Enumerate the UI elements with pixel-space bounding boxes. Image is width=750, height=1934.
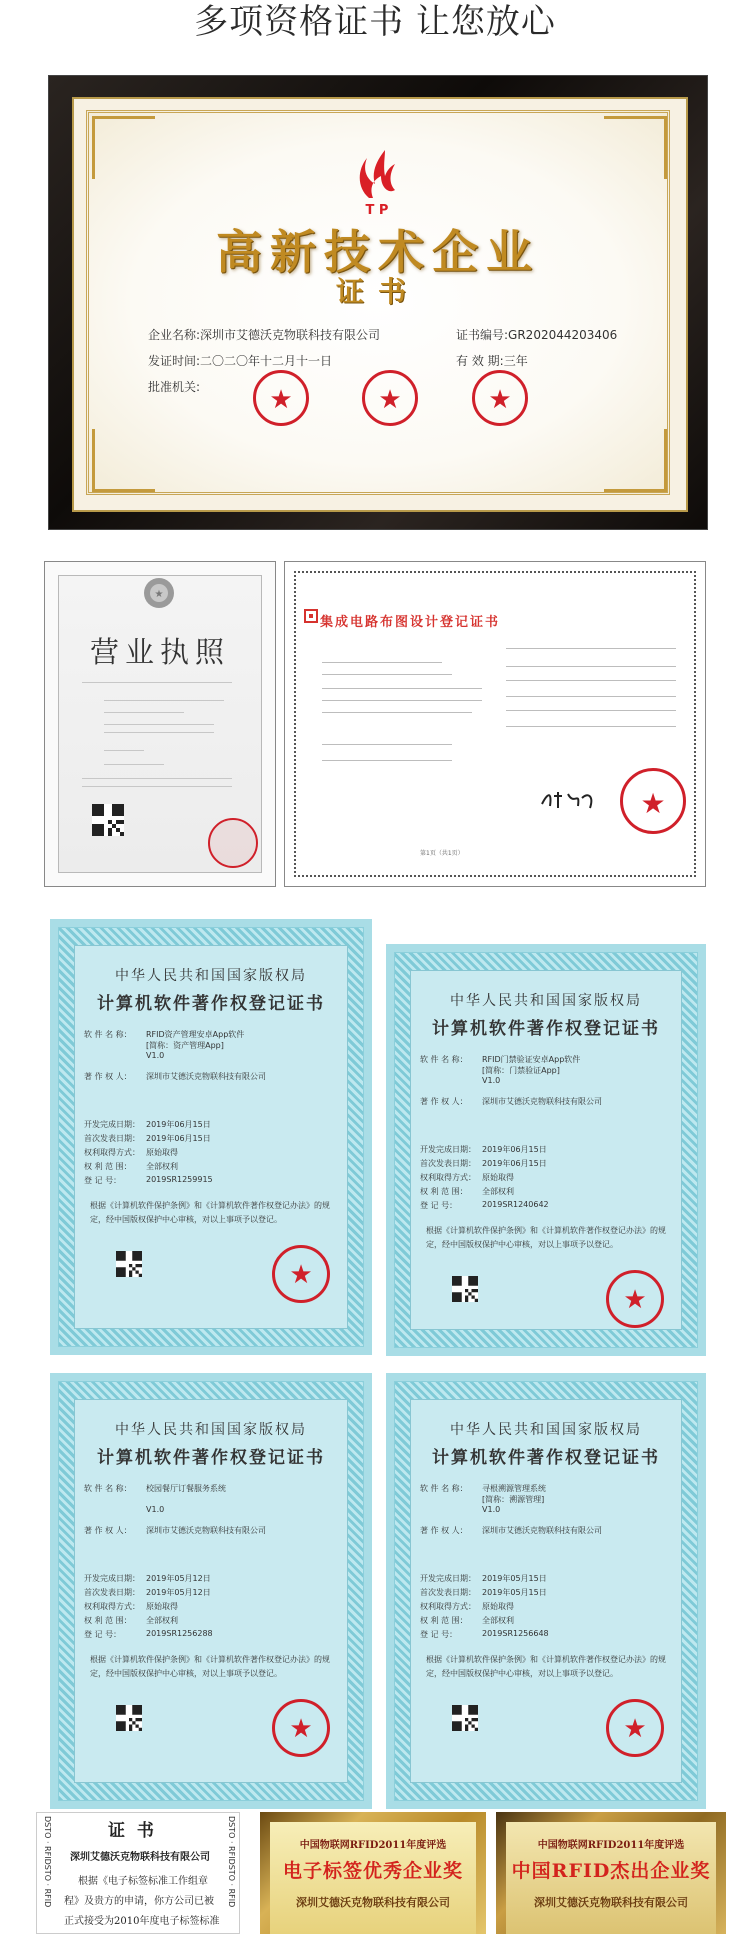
- acquire-value: 原始取得: [482, 1602, 514, 1611]
- software-name-value: 校园餐厅订餐服务系统: [146, 1484, 226, 1493]
- red-seal-3: [472, 370, 528, 426]
- seal-star-icon: ★: [378, 385, 402, 415]
- reg-no-value: 2019SR1256648: [482, 1629, 549, 1638]
- scope-value: 全部权利: [146, 1162, 178, 1171]
- license-text-line: [104, 724, 214, 725]
- software-name-value: RFID门禁验证安卓App软件: [482, 1055, 581, 1064]
- software-short-name: [简称：门禁验证App]: [482, 1066, 560, 1075]
- acquire-value: 原始取得: [146, 1602, 178, 1611]
- scope-label: 权 利 范 围：: [420, 1616, 468, 1625]
- owner-label: 著 作 权 人：: [84, 1526, 132, 1535]
- dev-done-value: 2019年06月15日: [482, 1145, 547, 1154]
- first-pub-label: 首次发表日期：: [84, 1134, 140, 1143]
- ic-certificate-title: 集成电路布图设计登记证书: [320, 615, 501, 630]
- ic-text-line: [322, 700, 482, 701]
- license-title: 营业执照: [89, 635, 230, 669]
- award-2-title: 中国RFID杰出企业奖: [511, 1860, 711, 1882]
- software-name-label: 软 件 名 称：: [84, 1030, 132, 1039]
- ornament-corner-tr: [604, 116, 667, 179]
- reg-no-label: 登 记 号：: [420, 1630, 458, 1639]
- software-version: V1.0: [146, 1051, 165, 1060]
- dev-done-value: 2019年05月15日: [482, 1574, 547, 1583]
- ic-text-line: [322, 712, 472, 713]
- license-text-line: [82, 682, 232, 683]
- owner-label: 著 作 权 人：: [420, 1526, 468, 1535]
- red-seal-1: [253, 370, 309, 426]
- membership-side-text-right: DSTO · RFIDSTO · RFID: [227, 1816, 236, 1908]
- ornament-corner-bl: [92, 429, 155, 492]
- ic-text-line: [506, 680, 676, 681]
- seal-star-icon: ★: [269, 385, 293, 415]
- reg-no-value: 2019SR1240642: [482, 1200, 549, 1209]
- software-cert-issuer: 中华人民共和国国家版权局: [115, 1422, 307, 1438]
- award-2-company: 深圳艾德沃克物联科技有限公司: [534, 1896, 688, 1909]
- software-version: V1.0: [482, 1076, 501, 1085]
- ic-text-line: [322, 760, 452, 761]
- qr-code-icon: [452, 1705, 478, 1731]
- membership-side-text-left: DSTO · RFIDSTO · RFID: [43, 1816, 52, 1908]
- first-pub-value: 2019年06月15日: [482, 1159, 547, 1168]
- company-name-field: [148, 326, 380, 343]
- scope-label: 权 利 范 围：: [420, 1187, 468, 1196]
- validity-field: [456, 352, 528, 369]
- acquire-value: 原始取得: [146, 1148, 178, 1157]
- qr-code-icon: [452, 1276, 478, 1302]
- ornament-corner-tl: [92, 116, 155, 179]
- software-cert-title: 计算机软件著作权登记证书: [432, 1448, 660, 1468]
- reg-no-value: 2019SR1256288: [146, 1629, 213, 1638]
- software-cert-red-seal: [272, 1699, 330, 1757]
- dev-done-label: 开发完成日期：: [420, 1145, 476, 1154]
- first-pub-label: 首次发表日期：: [84, 1588, 140, 1597]
- reg-no-label: 登 记 号：: [84, 1176, 122, 1185]
- dev-done-label: 开发完成日期：: [84, 1574, 140, 1583]
- company-name-label: 企业名称:: [148, 328, 201, 342]
- ic-text-line: [322, 674, 452, 675]
- ic-text-line: [506, 696, 676, 697]
- issue-date-value: 二〇二〇年十二月十一日: [200, 354, 333, 368]
- membership-cert-company: 深圳艾德沃克物联科技有限公司: [70, 1852, 210, 1863]
- national-emblem-icon: [140, 576, 178, 610]
- acquire-label: 权利取得方式：: [420, 1173, 476, 1182]
- acquire-label: 权利取得方式：: [420, 1602, 476, 1611]
- software-cert-title: 计算机软件著作权登记证书: [97, 994, 325, 1014]
- reg-no-label: 登 记 号：: [420, 1201, 458, 1210]
- software-cert-red-seal: [272, 1245, 330, 1303]
- owner-value: 深圳市艾德沃克物联科技有限公司: [146, 1526, 266, 1535]
- software-cert-title: 计算机软件著作权登记证书: [432, 1019, 660, 1039]
- reg-no-value: 2019SR1259915: [146, 1175, 213, 1184]
- award-2-header: 中国物联网RFID2011年度评选: [537, 1840, 685, 1851]
- first-pub-label: 首次发表日期：: [420, 1588, 476, 1597]
- company-name-value: 深圳市艾德沃克物联科技有限公司: [200, 328, 381, 342]
- red-seal-2: [362, 370, 418, 426]
- acquire-value: 原始取得: [482, 1173, 514, 1182]
- seal-star-icon: ★: [640, 787, 666, 820]
- software-cert-red-seal: [606, 1270, 664, 1328]
- signature-icon: [538, 788, 598, 812]
- dev-done-value: 2019年05月12日: [146, 1574, 211, 1583]
- membership-cert-body-1: 根据《电子标签标准工作组章: [78, 1876, 208, 1887]
- membership-cert-body-3: 正式接受为2010年度电子标签标准: [64, 1916, 220, 1927]
- seal-star-icon: ★: [623, 1714, 647, 1744]
- ic-text-line: [506, 710, 676, 711]
- approver-label: 批准机关:: [148, 380, 201, 394]
- scope-value: 全部权利: [146, 1616, 178, 1625]
- ic-logo-icon: [304, 609, 318, 623]
- license-text-line: [104, 712, 184, 713]
- owner-value: 深圳市艾德沃克物联科技有限公司: [482, 1097, 602, 1106]
- svg-text:★: ★: [154, 589, 164, 600]
- ornament-corner-br: [604, 429, 667, 492]
- membership-cert-body-2: 程》及贵方的申请，你方公司已被: [64, 1896, 214, 1907]
- ic-text-line: [322, 662, 442, 663]
- issue-date-label: 发证时间:: [148, 354, 201, 368]
- hitech-emblem-icon: [351, 148, 403, 218]
- license-text-line: [82, 786, 232, 787]
- ic-text-line: [506, 648, 676, 649]
- software-cert-footer: 根据《计算机软件保护条例》和《计算机软件著作权登记办法》的规定，经中国版权保护中心审核，对以上事项予以登记。: [426, 1655, 666, 1678]
- dev-done-label: 开发完成日期：: [84, 1120, 140, 1129]
- license-text-line: [104, 732, 214, 733]
- qr-code-icon: [116, 1705, 142, 1731]
- dev-done-label: 开发完成日期：: [420, 1574, 476, 1583]
- software-short-name: [简称：资产管理App]: [146, 1041, 224, 1050]
- software-cert-footer: 根据《计算机软件保护条例》和《计算机软件著作权登记办法》的规定，经中国版权保护中心审核，对以上事项予以登记。: [90, 1655, 330, 1678]
- membership-cert-title: 证 书: [108, 1821, 157, 1841]
- software-cert-issuer: 中华人民共和国国家版权局: [115, 968, 307, 984]
- software-version: V1.0: [482, 1505, 501, 1514]
- seal-star-icon: ★: [623, 1285, 647, 1315]
- qr-code-icon: [116, 1251, 142, 1277]
- software-cert-footer: 根据《计算机软件保护条例》和《计算机软件著作权登记办法》的规定，经中国版权保护中心审核，对以上事项予以登记。: [426, 1226, 666, 1249]
- license-text-line: [82, 778, 232, 779]
- license-red-seal: [208, 818, 258, 868]
- seal-star-icon: ★: [289, 1714, 313, 1744]
- ic-text-line: [506, 666, 676, 667]
- page-heading: 多项资格证书 让您放心: [194, 2, 556, 42]
- validity-value: 三年: [503, 354, 528, 368]
- dev-done-value: 2019年06月15日: [146, 1120, 211, 1129]
- hitech-title: 高新技术企业: [216, 225, 540, 279]
- owner-value: 深圳市艾德沃克物联科技有限公司: [146, 1072, 266, 1081]
- owner-label: 著 作 权 人：: [420, 1097, 468, 1106]
- software-cert-footer: 根据《计算机软件保护条例》和《计算机软件著作权登记办法》的规定，经中国版权保护中心审核，对以上事项予以登记。: [90, 1201, 330, 1224]
- license-text-line: [104, 750, 144, 751]
- software-name-value: RFID资产管理安卓App软件: [146, 1030, 245, 1039]
- software-name-label: 软 件 名 称：: [84, 1484, 132, 1493]
- first-pub-value: 2019年06月15日: [146, 1134, 211, 1143]
- first-pub-value: 2019年05月12日: [146, 1588, 211, 1597]
- hitech-subtitle: 证书: [335, 275, 420, 308]
- ic-text-line: [506, 726, 676, 727]
- license-text-line: [104, 700, 224, 701]
- ic-red-seal: [620, 768, 686, 834]
- software-short-name: [简称：溯源管理]: [482, 1495, 545, 1504]
- software-name-value: 寻根溯源管理系统: [482, 1484, 546, 1493]
- ic-text-line: [322, 688, 482, 689]
- reg-no-label: 登 记 号：: [84, 1630, 122, 1639]
- scope-label: 权 利 范 围：: [84, 1616, 132, 1625]
- award-1-company: 深圳艾德沃克物联科技有限公司: [296, 1896, 450, 1909]
- seal-star-icon: ★: [488, 385, 512, 415]
- first-pub-value: 2019年05月15日: [482, 1588, 547, 1597]
- cert-number-value: GR202044203406: [508, 328, 618, 342]
- software-cert-title: 计算机软件著作权登记证书: [97, 1448, 325, 1468]
- qr-code-icon: [92, 804, 124, 836]
- license-text-line: [104, 764, 164, 765]
- software-cert-red-seal: [606, 1699, 664, 1757]
- svg-text:T P: T P: [365, 203, 389, 218]
- software-version: V1.0: [146, 1505, 165, 1514]
- cert-number-field: [456, 326, 617, 343]
- acquire-label: 权利取得方式：: [84, 1602, 140, 1611]
- scope-label: 权 利 范 围：: [84, 1162, 132, 1171]
- owner-label: 著 作 权 人：: [84, 1072, 132, 1081]
- owner-value: 深圳市艾德沃克物联科技有限公司: [482, 1526, 602, 1535]
- acquire-label: 权利取得方式：: [84, 1148, 140, 1157]
- software-name-label: 软 件 名 称：: [420, 1055, 468, 1064]
- software-name-label: 软 件 名 称：: [420, 1484, 468, 1493]
- scope-value: 全部权利: [482, 1187, 514, 1196]
- ic-text-line: [322, 744, 452, 745]
- award-1-header: 中国物联网RFID2011年度评选: [299, 1840, 447, 1851]
- seal-star-icon: ★: [289, 1260, 313, 1290]
- issue-date-field: [148, 352, 332, 369]
- first-pub-label: 首次发表日期：: [420, 1159, 476, 1168]
- scope-value: 全部权利: [482, 1616, 514, 1625]
- software-cert-issuer: 中华人民共和国国家版权局: [450, 993, 642, 1009]
- validity-label: 有 效 期:: [456, 354, 504, 368]
- cert-number-label: 证书编号:: [456, 328, 509, 342]
- ic-page-note: 第1页（共1页）: [420, 850, 464, 857]
- software-cert-issuer: 中华人民共和国国家版权局: [450, 1422, 642, 1438]
- award-1-title: 电子标签优秀企业奖: [282, 1860, 463, 1882]
